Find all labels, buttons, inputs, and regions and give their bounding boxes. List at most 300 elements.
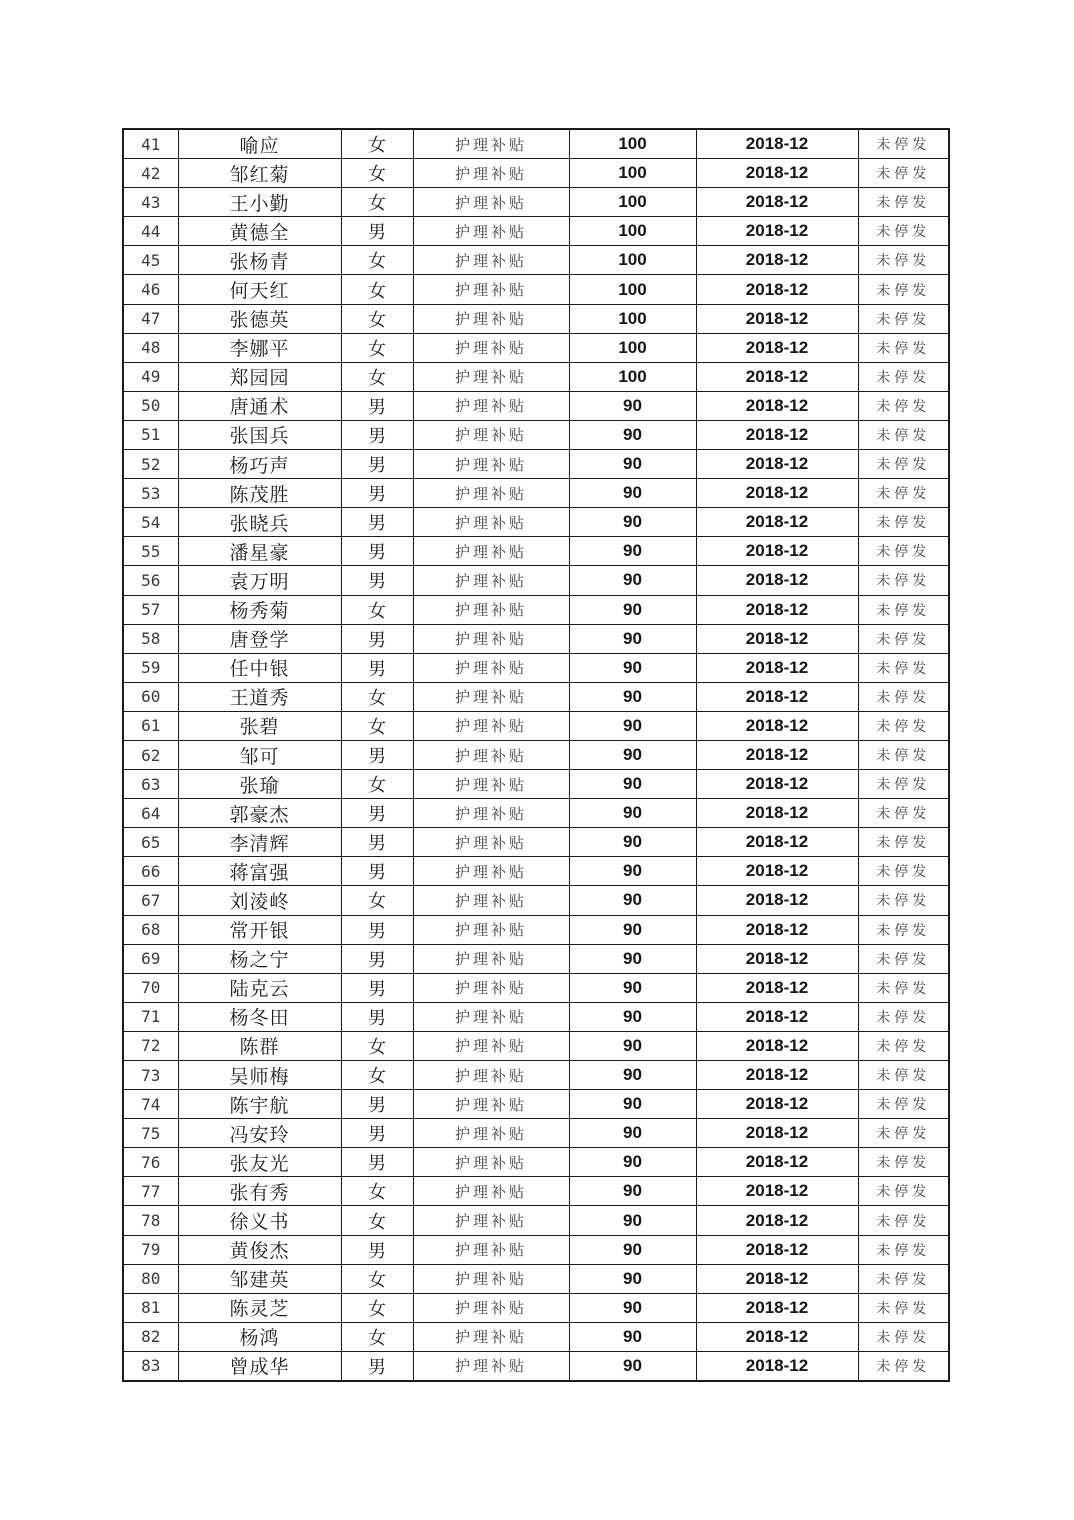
month-cell: 2018-12 — [696, 246, 858, 275]
name-cell: 张有秀 — [178, 1177, 341, 1206]
gender-cell: 男 — [341, 450, 413, 479]
row-number-cell: 80 — [123, 1264, 178, 1293]
gender-cell: 女 — [341, 770, 413, 799]
row-number-cell: 68 — [123, 915, 178, 944]
row-number-cell: 82 — [123, 1322, 178, 1351]
subsidy-type-cell: 护理补贴 — [413, 1351, 569, 1381]
row-number-cell: 55 — [123, 537, 178, 566]
month-cell: 2018-12 — [696, 915, 858, 944]
subsidy-type-cell: 护理补贴 — [413, 653, 569, 682]
month-cell: 2018-12 — [696, 420, 858, 449]
status-cell: 未停发 — [858, 915, 949, 944]
row-number-cell: 57 — [123, 595, 178, 624]
row-number-cell: 75 — [123, 1119, 178, 1148]
status-cell: 未停发 — [858, 1177, 949, 1206]
gender-cell: 女 — [341, 304, 413, 333]
month-cell: 2018-12 — [696, 566, 858, 595]
subsidy-type-cell: 护理补贴 — [413, 740, 569, 769]
gender-cell: 女 — [341, 595, 413, 624]
table-row — [123, 508, 949, 537]
gender-cell: 女 — [341, 886, 413, 915]
amount-cell: 90 — [569, 1322, 696, 1351]
name-cell: 唐通术 — [178, 391, 341, 420]
row-number-cell: 46 — [123, 275, 178, 304]
name-cell: 陈灵芝 — [178, 1293, 341, 1322]
status-cell: 未停发 — [858, 595, 949, 624]
row-number-cell: 69 — [123, 944, 178, 973]
month-cell: 2018-12 — [696, 1119, 858, 1148]
name-cell: 李清辉 — [178, 828, 341, 857]
row-number-cell: 51 — [123, 420, 178, 449]
row-number-cell: 78 — [123, 1206, 178, 1235]
name-cell: 杨鸿 — [178, 1322, 341, 1351]
row-number-cell: 53 — [123, 479, 178, 508]
status-cell: 未停发 — [858, 188, 949, 217]
gender-cell: 男 — [341, 391, 413, 420]
subsidy-type-cell: 护理补贴 — [413, 711, 569, 740]
gender-cell: 男 — [341, 1148, 413, 1177]
month-cell: 2018-12 — [696, 973, 858, 1002]
amount-cell: 90 — [569, 595, 696, 624]
name-cell: 陆克云 — [178, 973, 341, 1002]
row-number-cell: 54 — [123, 508, 178, 537]
subsidy-type-cell: 护理补贴 — [413, 624, 569, 653]
subsidy-type-cell: 护理补贴 — [413, 1119, 569, 1148]
status-cell: 未停发 — [858, 275, 949, 304]
table-row — [123, 1235, 949, 1264]
subsidy-type-cell: 护理补贴 — [413, 828, 569, 857]
amount-cell: 90 — [569, 1031, 696, 1060]
table-row — [123, 129, 949, 159]
subsidy-type-cell: 护理补贴 — [413, 362, 569, 391]
table-row — [123, 1002, 949, 1031]
table-row — [123, 886, 949, 915]
amount-cell: 100 — [569, 217, 696, 246]
month-cell: 2018-12 — [696, 1148, 858, 1177]
amount-cell: 90 — [569, 1235, 696, 1264]
subsidy-type-cell: 护理补贴 — [413, 1235, 569, 1264]
amount-cell: 90 — [569, 799, 696, 828]
name-cell: 陈宇航 — [178, 1090, 341, 1119]
status-cell: 未停发 — [858, 246, 949, 275]
gender-cell: 男 — [341, 973, 413, 1002]
amount-cell: 90 — [569, 1148, 696, 1177]
status-cell: 未停发 — [858, 420, 949, 449]
amount-cell: 90 — [569, 653, 696, 682]
name-cell: 张德英 — [178, 304, 341, 333]
subsidy-type-cell: 护理补贴 — [413, 159, 569, 188]
name-cell: 常开银 — [178, 915, 341, 944]
subsidy-type-cell: 护理补贴 — [413, 537, 569, 566]
row-number-cell: 63 — [123, 770, 178, 799]
amount-cell: 90 — [569, 1090, 696, 1119]
status-cell: 未停发 — [858, 479, 949, 508]
month-cell: 2018-12 — [696, 275, 858, 304]
subsidy-type-cell: 护理补贴 — [413, 857, 569, 886]
amount-cell: 90 — [569, 1177, 696, 1206]
subsidy-type-cell: 护理补贴 — [413, 1264, 569, 1293]
row-number-cell: 65 — [123, 828, 178, 857]
name-cell: 吴师梅 — [178, 1061, 341, 1090]
row-number-cell: 43 — [123, 188, 178, 217]
status-cell: 未停发 — [858, 973, 949, 1002]
amount-cell: 90 — [569, 508, 696, 537]
gender-cell: 男 — [341, 1351, 413, 1381]
month-cell: 2018-12 — [696, 828, 858, 857]
amount-cell: 90 — [569, 1061, 696, 1090]
gender-cell: 女 — [341, 188, 413, 217]
name-cell: 邹红菊 — [178, 159, 341, 188]
table-row — [123, 1351, 949, 1381]
gender-cell: 男 — [341, 740, 413, 769]
month-cell: 2018-12 — [696, 1322, 858, 1351]
subsidy-type-cell: 护理补贴 — [413, 508, 569, 537]
subsidy-type-cell: 护理补贴 — [413, 944, 569, 973]
name-cell: 陈茂胜 — [178, 479, 341, 508]
month-cell: 2018-12 — [696, 595, 858, 624]
row-number-cell: 79 — [123, 1235, 178, 1264]
table-row — [123, 537, 949, 566]
name-cell: 杨之宁 — [178, 944, 341, 973]
subsidy-type-cell: 护理补贴 — [413, 770, 569, 799]
amount-cell: 90 — [569, 915, 696, 944]
month-cell: 2018-12 — [696, 391, 858, 420]
table-row — [123, 1322, 949, 1351]
status-cell: 未停发 — [858, 217, 949, 246]
table-row — [123, 624, 949, 653]
month-cell: 2018-12 — [696, 799, 858, 828]
gender-cell: 女 — [341, 333, 413, 362]
gender-cell: 男 — [341, 624, 413, 653]
name-cell: 徐义书 — [178, 1206, 341, 1235]
status-cell: 未停发 — [858, 362, 949, 391]
table-row — [123, 740, 949, 769]
name-cell: 袁万明 — [178, 566, 341, 595]
month-cell: 2018-12 — [696, 362, 858, 391]
row-number-cell: 58 — [123, 624, 178, 653]
amount-cell: 90 — [569, 420, 696, 449]
month-cell: 2018-12 — [696, 304, 858, 333]
status-cell: 未停发 — [858, 1031, 949, 1060]
gender-cell: 女 — [341, 682, 413, 711]
row-number-cell: 48 — [123, 333, 178, 362]
amount-cell: 90 — [569, 828, 696, 857]
subsidy-type-cell: 护理补贴 — [413, 304, 569, 333]
amount-cell: 90 — [569, 682, 696, 711]
table-row — [123, 420, 949, 449]
table-row — [123, 595, 949, 624]
month-cell: 2018-12 — [696, 886, 858, 915]
row-number-cell: 67 — [123, 886, 178, 915]
subsidy-type-cell: 护理补贴 — [413, 682, 569, 711]
row-number-cell: 41 — [123, 129, 178, 159]
status-cell: 未停发 — [858, 1293, 949, 1322]
gender-cell: 女 — [341, 1264, 413, 1293]
status-cell: 未停发 — [858, 1351, 949, 1381]
name-cell: 张国兵 — [178, 420, 341, 449]
amount-cell: 90 — [569, 973, 696, 1002]
month-cell: 2018-12 — [696, 857, 858, 886]
row-number-cell: 56 — [123, 566, 178, 595]
gender-cell: 女 — [341, 129, 413, 159]
table-row — [123, 1177, 949, 1206]
subsidy-type-cell: 护理补贴 — [413, 1148, 569, 1177]
table-row — [123, 828, 949, 857]
subsidy-type-cell: 护理补贴 — [413, 217, 569, 246]
month-cell: 2018-12 — [696, 1264, 858, 1293]
month-cell: 2018-12 — [696, 1235, 858, 1264]
status-cell: 未停发 — [858, 508, 949, 537]
subsidy-type-cell: 护理补贴 — [413, 1031, 569, 1060]
month-cell: 2018-12 — [696, 711, 858, 740]
status-cell: 未停发 — [858, 1322, 949, 1351]
row-number-cell: 73 — [123, 1061, 178, 1090]
amount-cell: 90 — [569, 711, 696, 740]
status-cell: 未停发 — [858, 1002, 949, 1031]
table-row — [123, 711, 949, 740]
name-cell: 唐登学 — [178, 624, 341, 653]
table-body — [123, 129, 949, 1381]
month-cell: 2018-12 — [696, 188, 858, 217]
amount-cell: 90 — [569, 479, 696, 508]
status-cell: 未停发 — [858, 1206, 949, 1235]
amount-cell: 100 — [569, 275, 696, 304]
status-cell: 未停发 — [858, 1090, 949, 1119]
gender-cell: 男 — [341, 653, 413, 682]
table-row — [123, 1264, 949, 1293]
table-row — [123, 566, 949, 595]
table-row — [123, 944, 949, 973]
status-cell: 未停发 — [858, 1148, 949, 1177]
name-cell: 李娜平 — [178, 333, 341, 362]
name-cell: 冯安玲 — [178, 1119, 341, 1148]
gender-cell: 女 — [341, 1031, 413, 1060]
month-cell: 2018-12 — [696, 1206, 858, 1235]
row-number-cell: 74 — [123, 1090, 178, 1119]
row-number-cell: 62 — [123, 740, 178, 769]
status-cell: 未停发 — [858, 159, 949, 188]
table-row — [123, 246, 949, 275]
row-number-cell: 66 — [123, 857, 178, 886]
subsidy-table — [122, 128, 950, 1382]
table-row — [123, 1148, 949, 1177]
row-number-cell: 52 — [123, 450, 178, 479]
gender-cell: 男 — [341, 1119, 413, 1148]
gender-cell: 女 — [341, 711, 413, 740]
status-cell: 未停发 — [858, 624, 949, 653]
table-row — [123, 333, 949, 362]
gender-cell: 男 — [341, 508, 413, 537]
month-cell: 2018-12 — [696, 333, 858, 362]
status-cell: 未停发 — [858, 740, 949, 769]
amount-cell: 90 — [569, 1351, 696, 1381]
name-cell: 郭豪杰 — [178, 799, 341, 828]
status-cell: 未停发 — [858, 129, 949, 159]
month-cell: 2018-12 — [696, 740, 858, 769]
name-cell: 任中银 — [178, 653, 341, 682]
row-number-cell: 45 — [123, 246, 178, 275]
name-cell: 王道秀 — [178, 682, 341, 711]
status-cell: 未停发 — [858, 799, 949, 828]
row-number-cell: 61 — [123, 711, 178, 740]
subsidy-type-cell: 护理补贴 — [413, 1206, 569, 1235]
name-cell: 邹建英 — [178, 1264, 341, 1293]
subsidy-type-cell: 护理补贴 — [413, 1061, 569, 1090]
name-cell: 张杨青 — [178, 246, 341, 275]
table-row — [123, 915, 949, 944]
month-cell: 2018-12 — [696, 1177, 858, 1206]
amount-cell: 100 — [569, 333, 696, 362]
subsidy-type-cell: 护理补贴 — [413, 595, 569, 624]
table-row — [123, 1090, 949, 1119]
name-cell: 蒋富强 — [178, 857, 341, 886]
status-cell: 未停发 — [858, 770, 949, 799]
table-row — [123, 973, 949, 1002]
month-cell: 2018-12 — [696, 537, 858, 566]
name-cell: 黄德全 — [178, 217, 341, 246]
status-cell: 未停发 — [858, 566, 949, 595]
month-cell: 2018-12 — [696, 508, 858, 537]
month-cell: 2018-12 — [696, 217, 858, 246]
status-cell: 未停发 — [858, 886, 949, 915]
gender-cell: 女 — [341, 1322, 413, 1351]
row-number-cell: 60 — [123, 682, 178, 711]
table-row — [123, 1061, 949, 1090]
amount-cell: 100 — [569, 304, 696, 333]
name-cell: 何天红 — [178, 275, 341, 304]
table-row — [123, 682, 949, 711]
status-cell: 未停发 — [858, 537, 949, 566]
month-cell: 2018-12 — [696, 1293, 858, 1322]
month-cell: 2018-12 — [696, 1090, 858, 1119]
gender-cell: 男 — [341, 799, 413, 828]
table-row — [123, 188, 949, 217]
table-row — [123, 1119, 949, 1148]
gender-cell: 男 — [341, 915, 413, 944]
gender-cell: 女 — [341, 1293, 413, 1322]
gender-cell: 男 — [341, 479, 413, 508]
status-cell: 未停发 — [858, 711, 949, 740]
table-row — [123, 1031, 949, 1060]
row-number-cell: 49 — [123, 362, 178, 391]
table-row — [123, 1293, 949, 1322]
gender-cell: 女 — [341, 275, 413, 304]
row-number-cell: 42 — [123, 159, 178, 188]
subsidy-type-cell: 护理补贴 — [413, 420, 569, 449]
gender-cell: 男 — [341, 1235, 413, 1264]
month-cell: 2018-12 — [696, 159, 858, 188]
subsidy-type-cell: 护理补贴 — [413, 886, 569, 915]
gender-cell: 男 — [341, 566, 413, 595]
subsidy-type-cell: 护理补贴 — [413, 479, 569, 508]
subsidy-type-cell: 护理补贴 — [413, 275, 569, 304]
status-cell: 未停发 — [858, 828, 949, 857]
table-row — [123, 450, 949, 479]
table-row — [123, 653, 949, 682]
table-row — [123, 304, 949, 333]
amount-cell: 90 — [569, 537, 696, 566]
gender-cell: 男 — [341, 1002, 413, 1031]
subsidy-type-cell: 护理补贴 — [413, 973, 569, 1002]
subsidy-type-cell: 护理补贴 — [413, 566, 569, 595]
subsidy-type-cell: 护理补贴 — [413, 1293, 569, 1322]
subsidy-type-cell: 护理补贴 — [413, 188, 569, 217]
status-cell: 未停发 — [858, 450, 949, 479]
status-cell: 未停发 — [858, 333, 949, 362]
row-number-cell: 76 — [123, 1148, 178, 1177]
amount-cell: 90 — [569, 624, 696, 653]
name-cell: 杨冬田 — [178, 1002, 341, 1031]
gender-cell: 女 — [341, 246, 413, 275]
gender-cell: 男 — [341, 1090, 413, 1119]
status-cell: 未停发 — [858, 1235, 949, 1264]
amount-cell: 90 — [569, 886, 696, 915]
month-cell: 2018-12 — [696, 129, 858, 159]
row-number-cell: 83 — [123, 1351, 178, 1381]
amount-cell: 90 — [569, 740, 696, 769]
name-cell: 王小勤 — [178, 188, 341, 217]
status-cell: 未停发 — [858, 682, 949, 711]
row-number-cell: 72 — [123, 1031, 178, 1060]
month-cell: 2018-12 — [696, 944, 858, 973]
month-cell: 2018-12 — [696, 682, 858, 711]
row-number-cell: 50 — [123, 391, 178, 420]
status-cell: 未停发 — [858, 391, 949, 420]
table-row — [123, 275, 949, 304]
status-cell: 未停发 — [858, 857, 949, 886]
status-cell: 未停发 — [858, 1119, 949, 1148]
amount-cell: 100 — [569, 246, 696, 275]
name-cell: 陈群 — [178, 1031, 341, 1060]
subsidy-type-cell: 护理补贴 — [413, 333, 569, 362]
gender-cell: 男 — [341, 537, 413, 566]
table-row — [123, 857, 949, 886]
name-cell: 喻应 — [178, 129, 341, 159]
amount-cell: 90 — [569, 857, 696, 886]
amount-cell: 90 — [569, 566, 696, 595]
month-cell: 2018-12 — [696, 653, 858, 682]
month-cell: 2018-12 — [696, 1031, 858, 1060]
table-row — [123, 1206, 949, 1235]
gender-cell: 女 — [341, 362, 413, 391]
row-number-cell: 71 — [123, 1002, 178, 1031]
name-cell: 黄俊杰 — [178, 1235, 341, 1264]
amount-cell: 100 — [569, 159, 696, 188]
row-number-cell: 77 — [123, 1177, 178, 1206]
row-number-cell: 47 — [123, 304, 178, 333]
table-row — [123, 159, 949, 188]
gender-cell: 女 — [341, 1061, 413, 1090]
amount-cell: 90 — [569, 1293, 696, 1322]
month-cell: 2018-12 — [696, 624, 858, 653]
gender-cell: 女 — [341, 1206, 413, 1235]
month-cell: 2018-12 — [696, 479, 858, 508]
row-number-cell: 81 — [123, 1293, 178, 1322]
name-cell: 刘淩峂 — [178, 886, 341, 915]
amount-cell: 90 — [569, 944, 696, 973]
status-cell: 未停发 — [858, 653, 949, 682]
amount-cell: 100 — [569, 362, 696, 391]
amount-cell: 90 — [569, 450, 696, 479]
name-cell: 杨秀菊 — [178, 595, 341, 624]
name-cell: 张碧 — [178, 711, 341, 740]
name-cell: 潘星豪 — [178, 537, 341, 566]
amount-cell: 90 — [569, 1002, 696, 1031]
name-cell: 邹可 — [178, 740, 341, 769]
table-row — [123, 479, 949, 508]
table-row — [123, 770, 949, 799]
name-cell: 张瑜 — [178, 770, 341, 799]
